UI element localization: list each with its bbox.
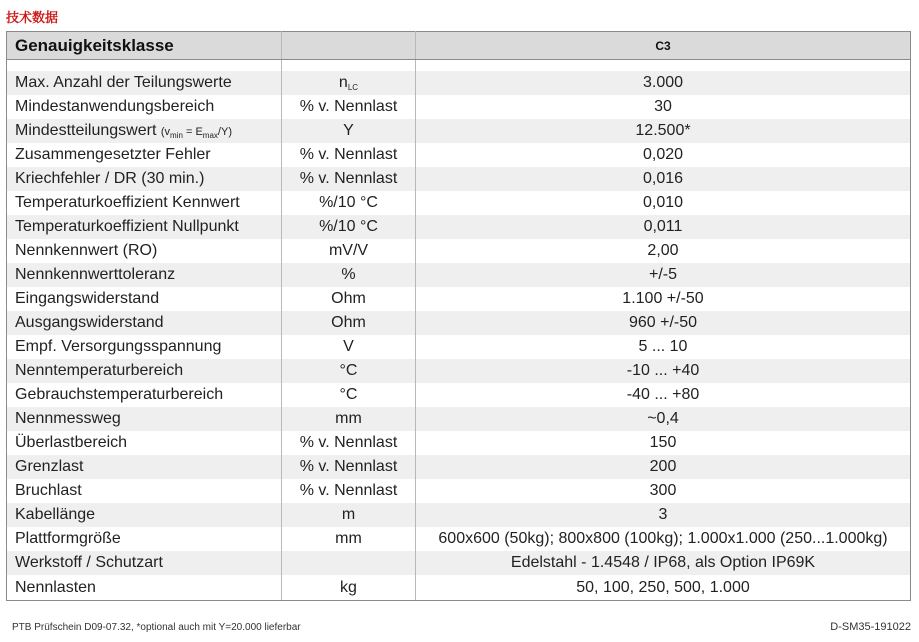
- row-unit: [282, 575, 416, 601]
- table-row: [7, 215, 911, 239]
- row-value: 600x600 (50kg); 800x800 (100kg); 1.000x1.000 (250...1.000kg): [416, 527, 911, 551]
- row-label-text: Überlastbereich: [15, 434, 128, 451]
- row-label-text: Temperaturkoeffizient Kennwert: [15, 194, 240, 211]
- row-value: ~0,4: [416, 407, 911, 431]
- row-label: [7, 71, 282, 95]
- row-label-text: Kabellänge: [15, 506, 96, 523]
- row-value: 50, 100, 250, 500, 1.000: [416, 575, 911, 601]
- row-unit: [282, 263, 416, 287]
- row-label: [7, 95, 282, 119]
- row-unit: [282, 119, 416, 143]
- row-label: [7, 551, 282, 575]
- row-unit: [282, 479, 416, 503]
- row-unit: [282, 167, 416, 191]
- row-unit-text: kg: [340, 578, 357, 596]
- row-unit-text: % v. Nennlast: [299, 98, 398, 115]
- row-unit-text: %: [341, 266, 356, 283]
- row-value: +/-5: [416, 263, 911, 287]
- row-unit: [282, 455, 416, 479]
- row-value: Edelstahl - 1.4548 / IP68, als Option IP69K: [416, 551, 911, 575]
- table-row: [7, 119, 911, 143]
- row-unit: [282, 407, 416, 431]
- table-row: [7, 359, 911, 383]
- row-unit-text: °C: [339, 362, 358, 379]
- row-unit-text: % v. Nennlast: [299, 170, 398, 187]
- row-label-text: Max. Anzahl der Teilungswerte: [15, 74, 232, 91]
- row-value: 960 +/-50: [416, 311, 911, 335]
- row-unit-text: n: [338, 74, 348, 91]
- row-unit-text: Ohm: [331, 290, 366, 307]
- table-row: [7, 287, 911, 311]
- row-label: [7, 383, 282, 407]
- row-unit: [282, 191, 416, 215]
- table-row: [7, 335, 911, 359]
- row-label: [7, 215, 282, 239]
- row-label-text: Plattformgröße: [15, 530, 121, 547]
- table-row: [7, 575, 911, 601]
- row-label: [7, 119, 282, 143]
- row-unit: [282, 359, 416, 383]
- row-unit: [282, 215, 416, 239]
- row-value: 5 ... 10: [416, 335, 911, 359]
- table-row: [7, 407, 911, 431]
- row-value: 200: [416, 455, 911, 479]
- row-label-text: Mindestteilungswert: [15, 122, 157, 139]
- table-row: [7, 71, 911, 95]
- row-unit: [282, 287, 416, 311]
- formula-part: min: [170, 131, 183, 140]
- row-unit: [282, 335, 416, 359]
- row-label-text: Nennkennwert (RO): [15, 242, 158, 259]
- row-label: [7, 359, 282, 383]
- row-unit-text: m: [341, 506, 356, 523]
- row-value: 3.000: [416, 71, 911, 95]
- formula-part: /Y): [217, 126, 232, 138]
- footer-note: PTB Prüfschein D09-07.32, *optional auch mit Y=20.000 lieferbar: [12, 622, 301, 633]
- spacer-row: [7, 60, 911, 72]
- table-row: [7, 167, 911, 191]
- row-label: [7, 527, 282, 551]
- row-label: [7, 191, 282, 215]
- row-label: [7, 479, 282, 503]
- row-label-text: Kriechfehler / DR (30 min.): [15, 170, 205, 187]
- row-label: [7, 239, 282, 263]
- row-label: [7, 455, 282, 479]
- row-value: -40 ... +80: [416, 383, 911, 407]
- table-row: [7, 503, 911, 527]
- table-row: [7, 479, 911, 503]
- row-label: [7, 335, 282, 359]
- row-value: -10 ... +40: [416, 359, 911, 383]
- row-unit: [282, 383, 416, 407]
- row-label-text: Temperaturkoeffizient Nullpunkt: [15, 218, 239, 235]
- table-header-row: [7, 32, 911, 60]
- row-label: [7, 407, 282, 431]
- row-label-text: Mindestanwendungsbereich: [15, 98, 215, 115]
- row-value: 2,00: [416, 239, 911, 263]
- row-unit: [282, 311, 416, 335]
- spec-table: [6, 31, 911, 601]
- row-unit: [282, 503, 416, 527]
- row-unit-text: °C: [339, 386, 358, 403]
- table-row: [7, 551, 911, 575]
- row-unit-text: % v. Nennlast: [299, 146, 398, 163]
- row-label-text: Empf. Versorgungsspannung: [15, 338, 222, 355]
- row-label: [7, 311, 282, 335]
- header-label: Genauigkeitsklasse: [7, 32, 282, 60]
- row-unit-text: mm: [335, 530, 362, 547]
- row-label-text: Nennkennwerttoleranz: [15, 266, 176, 283]
- row-unit: [282, 95, 416, 119]
- row-value: 0,010: [416, 191, 911, 215]
- row-unit: [282, 527, 416, 551]
- table-row: [7, 263, 911, 287]
- table-row: [7, 431, 911, 455]
- row-unit-text: mV/V: [328, 242, 369, 259]
- row-unit: [282, 239, 416, 263]
- header-unit: [282, 32, 416, 60]
- row-label: [7, 575, 282, 601]
- row-label-text: Nenntemperaturbereich: [15, 362, 184, 379]
- formula-part: (v: [160, 126, 171, 138]
- row-label-text: Bruchlast: [15, 482, 82, 499]
- row-label-text: Werkstoff / Schutzart: [15, 554, 163, 571]
- row-value: 12.500*: [416, 119, 911, 143]
- row-label: [7, 503, 282, 527]
- section-title: 技术数据: [6, 11, 59, 26]
- table-row: [7, 311, 911, 335]
- row-value: 3: [416, 503, 911, 527]
- row-unit-text: Y: [343, 122, 354, 139]
- row-value: 0,020: [416, 143, 911, 167]
- row-value: 30: [416, 95, 911, 119]
- table-row: [7, 239, 911, 263]
- row-unit-subscript: LC: [347, 83, 359, 92]
- row-label-text: Eingangswiderstand: [15, 290, 160, 307]
- row-unit-text: % v. Nennlast: [299, 434, 398, 451]
- table-row: [7, 143, 911, 167]
- formula-part: max: [202, 131, 218, 140]
- row-label: [7, 287, 282, 311]
- header-value: C3: [416, 32, 911, 60]
- table-row: [7, 527, 911, 551]
- row-value: 0,011: [416, 215, 911, 239]
- row-label-text: Grenzlast: [15, 458, 84, 475]
- row-label: [7, 143, 282, 167]
- row-label-text: Ausgangswiderstand: [15, 314, 164, 331]
- row-value: 0,016: [416, 167, 911, 191]
- row-unit: [282, 431, 416, 455]
- row-unit-text: V: [343, 338, 354, 355]
- row-value: 300: [416, 479, 911, 503]
- row-unit: [282, 143, 416, 167]
- row-label-text: Nennmessweg: [15, 410, 121, 427]
- row-label-text: Gebrauchstemperaturbereich: [15, 386, 224, 403]
- row-unit-text: % v. Nennlast: [299, 482, 398, 499]
- row-label-text: Zusammengesetzter Fehler: [15, 146, 211, 163]
- row-label: [7, 431, 282, 455]
- row-label-text: Nennlasten: [15, 578, 96, 596]
- row-value: 150: [416, 431, 911, 455]
- row-label-formula: [161, 126, 232, 138]
- table-row: [7, 191, 911, 215]
- row-unit-text: %/10 °C: [319, 194, 378, 211]
- table-row: [7, 383, 911, 407]
- row-unit-text: % v. Nennlast: [299, 458, 398, 475]
- row-unit-text: %/10 °C: [319, 218, 378, 235]
- table-row: [7, 95, 911, 119]
- row-label: [7, 167, 282, 191]
- table-row: [7, 455, 911, 479]
- row-label: [7, 263, 282, 287]
- row-unit: [282, 71, 416, 95]
- row-unit-text: Ohm: [331, 314, 366, 331]
- row-unit: [282, 551, 416, 575]
- row-unit-text: mm: [335, 410, 362, 427]
- row-value: 1.100 +/-50: [416, 287, 911, 311]
- formula-part: = E: [182, 126, 203, 138]
- document-code: D-SM35-191022: [830, 621, 911, 633]
